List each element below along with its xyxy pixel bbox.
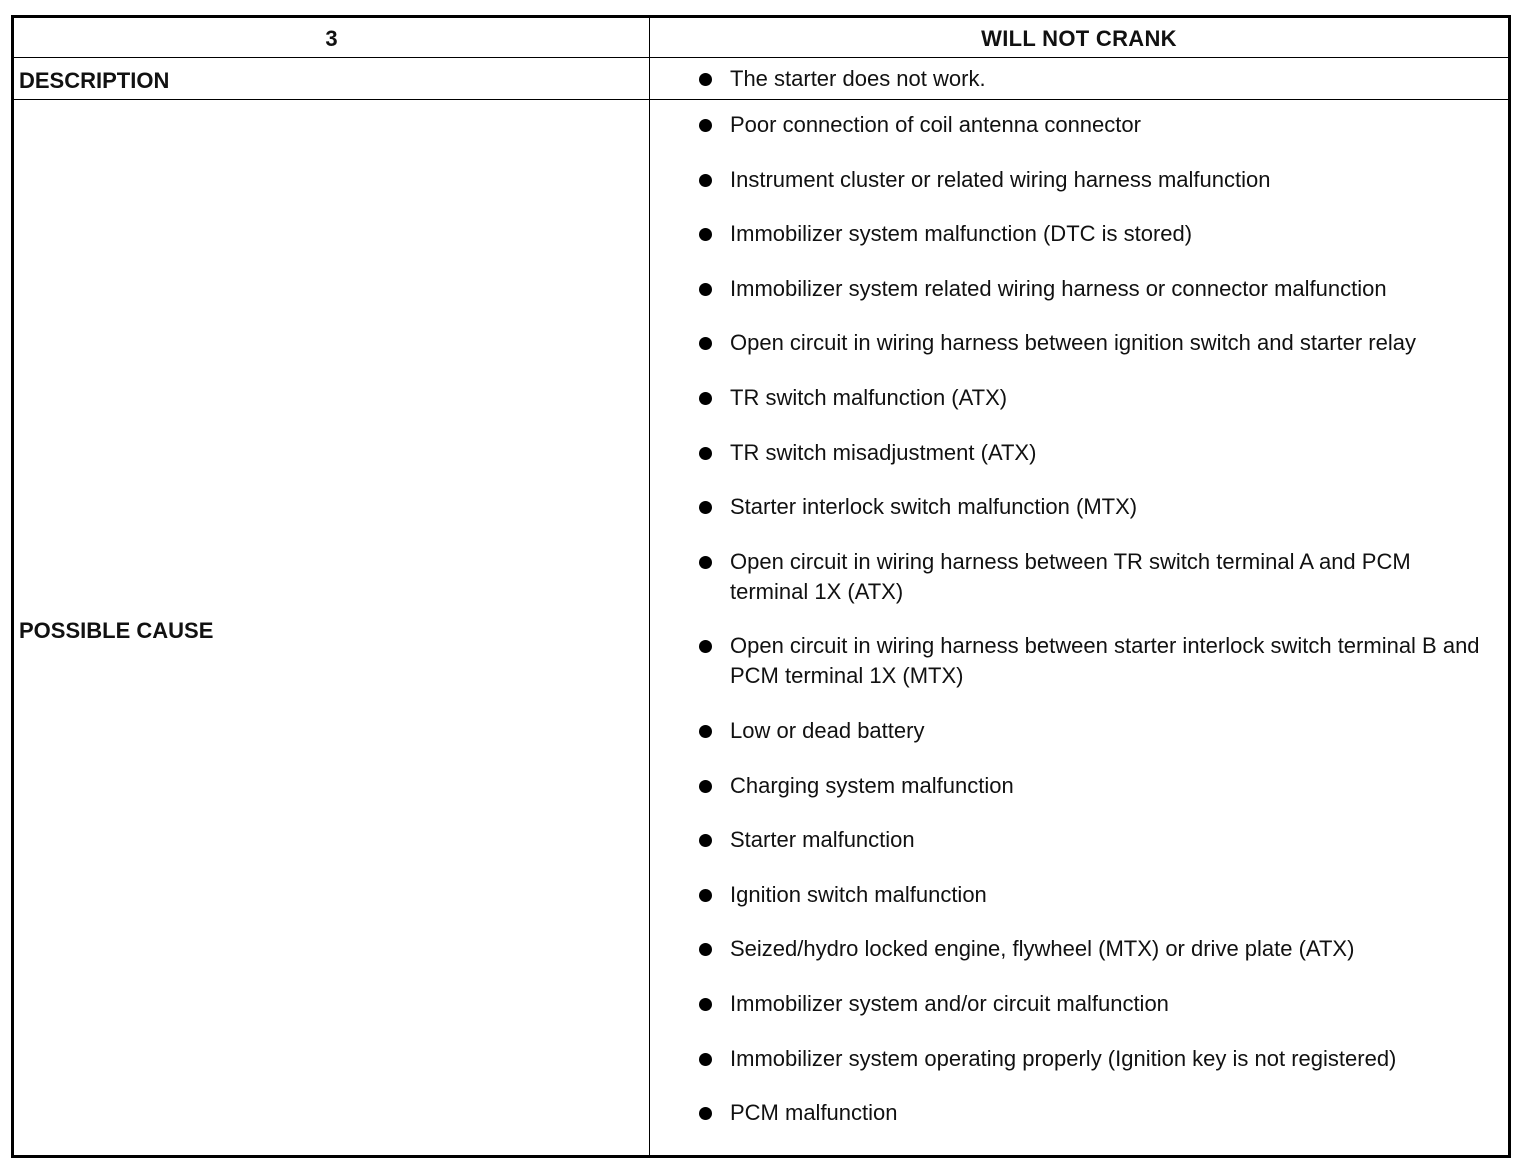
bullet-icon bbox=[699, 834, 712, 847]
bullet-icon bbox=[699, 943, 712, 956]
cause-item bbox=[650, 1044, 1490, 1074]
cause-item bbox=[650, 989, 1490, 1019]
cause-text: Seized/hydro locked engine, flywheel (MTX) or drive plate (ATX) bbox=[730, 936, 1355, 962]
bullet-icon bbox=[699, 780, 712, 793]
bullet-icon bbox=[699, 889, 712, 902]
cause-text: Instrument cluster or related wiring harness malfunction bbox=[730, 166, 1271, 192]
bullet-icon bbox=[699, 174, 712, 187]
bullet-icon bbox=[699, 998, 712, 1011]
cause-item bbox=[650, 492, 1490, 522]
bullet-icon bbox=[699, 640, 712, 653]
cause-text: Open circuit in wiring harness between ignition switch and starter relay bbox=[730, 330, 1416, 356]
cause-item bbox=[650, 110, 1490, 140]
cause-item bbox=[650, 328, 1490, 358]
cause-item bbox=[650, 771, 1490, 801]
bullet-icon bbox=[699, 283, 712, 296]
cause-item bbox=[650, 716, 1490, 746]
bullet-icon bbox=[699, 501, 712, 514]
cause-text: Immobilizer system and/or circuit malfunction bbox=[730, 990, 1169, 1016]
cause-item bbox=[650, 438, 1490, 468]
cause-text: Open circuit in wiring harness between TR switch terminal A and PCM terminal 1X (ATX) bbox=[730, 548, 1411, 604]
possible-cause-label: POSSIBLE CAUSE bbox=[19, 618, 214, 643]
cause-text: TR switch misadjustment (ATX) bbox=[730, 439, 1037, 465]
cause-item bbox=[650, 547, 1490, 607]
cause-item bbox=[650, 219, 1490, 249]
cause-text: Charging system malfunction bbox=[730, 772, 1014, 798]
description-item bbox=[650, 64, 1490, 94]
bullet-icon bbox=[699, 73, 712, 86]
troubleshooting-table bbox=[11, 15, 1511, 1158]
cause-text: Immobilizer system operating properly (Ignition key is not registered) bbox=[730, 1045, 1397, 1071]
table-title: WILL NOT CRANK bbox=[981, 26, 1177, 51]
cause-text: Open circuit in wiring harness between starter interlock switch terminal B and PCM terminal 1X (MTX) bbox=[730, 633, 1480, 689]
cause-item bbox=[650, 880, 1490, 910]
description-text: The starter does not work. bbox=[730, 66, 986, 91]
cause-item bbox=[650, 165, 1490, 195]
cause-text: Starter malfunction bbox=[730, 827, 915, 853]
cause-item bbox=[650, 1098, 1490, 1128]
cause-text: Immobilizer system malfunction (DTC is stored) bbox=[730, 221, 1193, 247]
cause-text: PCM malfunction bbox=[730, 1100, 898, 1126]
table-number: 3 bbox=[325, 26, 338, 51]
cause-item bbox=[650, 383, 1490, 413]
cause-text: Ignition switch malfunction bbox=[730, 881, 987, 907]
cause-item bbox=[650, 631, 1490, 691]
bullet-icon bbox=[699, 1053, 712, 1066]
description-cell bbox=[650, 58, 1508, 99]
bullet-icon bbox=[699, 119, 712, 132]
bullet-icon bbox=[699, 228, 712, 241]
cause-item bbox=[650, 274, 1490, 304]
cause-text: Immobilizer system related wiring harness or connector malfunction bbox=[730, 275, 1387, 301]
cause-text: Low or dead battery bbox=[730, 717, 925, 743]
cause-text: Starter interlock switch malfunction (MTX) bbox=[730, 494, 1138, 520]
description-label: DESCRIPTION bbox=[19, 68, 170, 93]
bullet-icon bbox=[699, 392, 712, 405]
bullet-icon bbox=[699, 1107, 712, 1120]
bullet-icon bbox=[699, 337, 712, 350]
cause-item bbox=[650, 825, 1490, 855]
bullet-icon bbox=[699, 725, 712, 738]
cause-item bbox=[650, 934, 1490, 964]
possible-cause-list bbox=[650, 110, 1508, 1153]
description-row-divider bbox=[14, 99, 1508, 100]
bullet-icon bbox=[699, 447, 712, 460]
cause-text: Poor connection of coil antenna connector bbox=[730, 112, 1141, 137]
cause-text: TR switch malfunction (ATX) bbox=[730, 384, 1008, 410]
bullet-icon bbox=[699, 556, 712, 569]
